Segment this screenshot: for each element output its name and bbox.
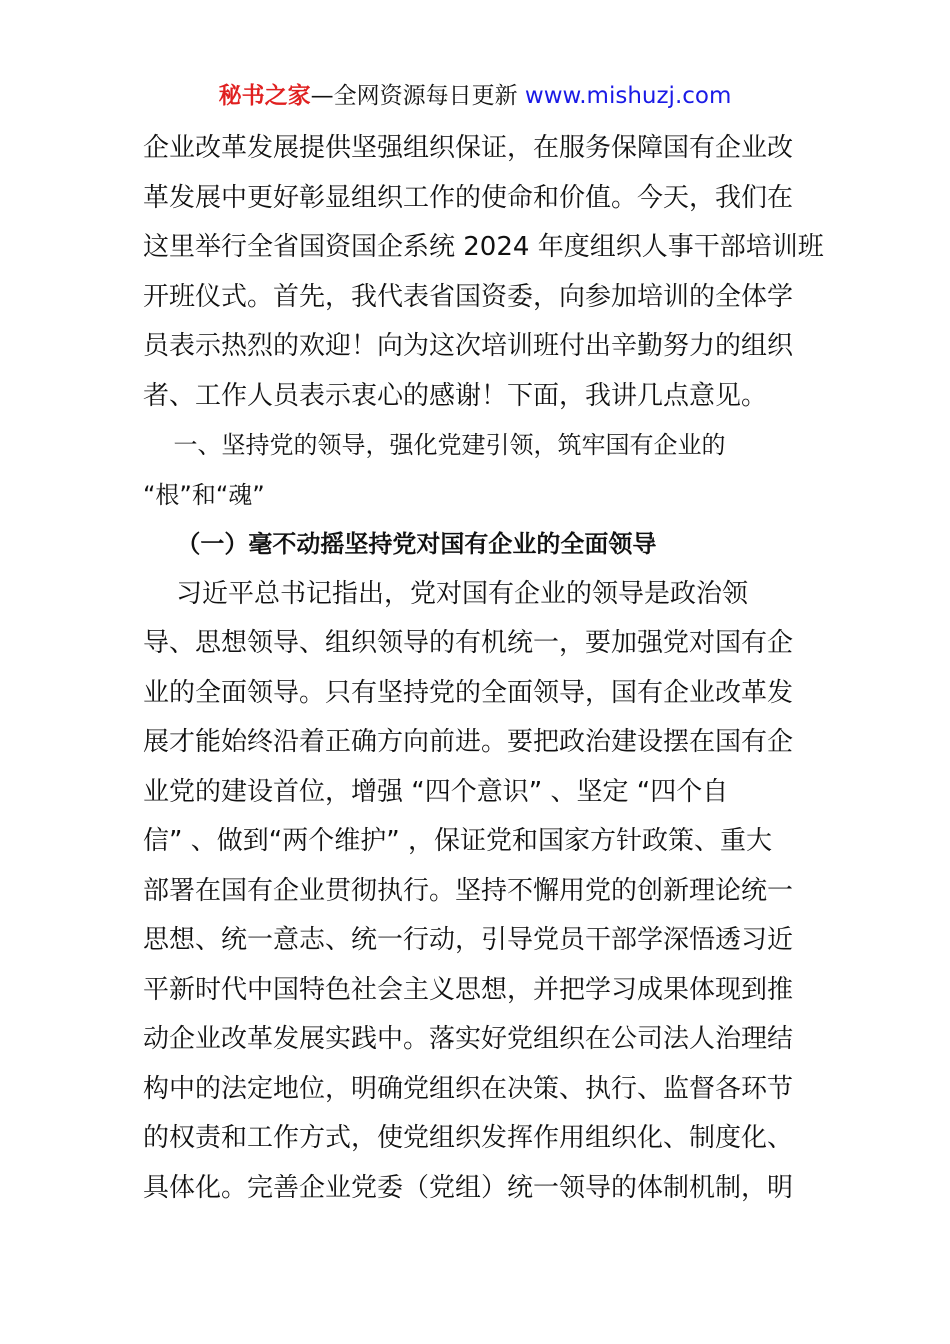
text-line: 员表示热烈的欢迎！向为这次培训班付出辛勤努力的组织 [143,331,794,361]
text-line: 习近平总书记指出，党对国有企业的领导是政治领 [143,578,749,609]
subsection-heading: （一）毫不动摇坚持党对国有企业的全面领导 [143,530,657,558]
text-line: 部署在国有企业贯彻执行。坚持不懈用党的创新理论统一 [143,875,794,906]
text-line: 开班仪式。首先，我代表省国资委，向参加培训的全体学 [143,281,794,312]
text-line: 企业改革发展提供坚强组织保证，在服务保障国有企业改 [143,133,794,163]
text-line: 信” 、做到“两个维护” ，保证党和国家方针政策、重大 [143,826,772,856]
text-line: 平新时代中国特色社会主义思想，并把学习成果体现到推 [143,974,794,1005]
text-line: 者、工作人员表示衷心的感谢！下面，我讲几点意见。 [143,380,768,411]
text-line: 导、思想领导、组织领导的有机统一，要加强党对国有企 [143,628,794,658]
text-line: 具体化。完善企业党委（党组）统一领导的体制机制，明 [143,1172,794,1203]
text-line: 展才能始终沿着正确方向前进。要把政治建设摆在国有企 [143,727,794,757]
text-line: 革发展中更好彰显组织工作的使命和价值。今天，我们在 [143,182,794,213]
text-line: 的权责和工作方式，使党组织发挥作用组织化、制度化、 [143,1123,794,1153]
text-line: 动企业改革发展实践中。落实好党组织在公司法人治理结 [143,1024,794,1054]
site-brand: 秘书之家 [218,83,311,109]
document-body [143,124,824,1213]
text-line: 业的全面领导。只有坚持党的全面领导，国有企业改革发 [143,677,794,708]
site-header [0,78,950,114]
section-heading: 一、坚持党的领导，强化党建引领，筑牢国有企业的 [143,431,726,459]
section-heading-continued: “根”和“魂” [143,480,265,509]
text-line: 构中的法定地位，明确党组织在决策、执行、监督各环节 [143,1073,794,1104]
text-line: 业党的建设首位，增强 “四个意识” 、坚定 “四个自 [143,776,729,807]
text-line: 思想、统一意志、统一行动，引导党员干部学深悟透习近 [143,925,794,955]
text-line: 这里举行全省国资国企系统 2024 年度组织人事干部培训班 [143,232,824,262]
site-tagline: —全网资源每日更新 [310,83,525,109]
site-url-link[interactable]: www.mishuzj.com [524,83,732,109]
